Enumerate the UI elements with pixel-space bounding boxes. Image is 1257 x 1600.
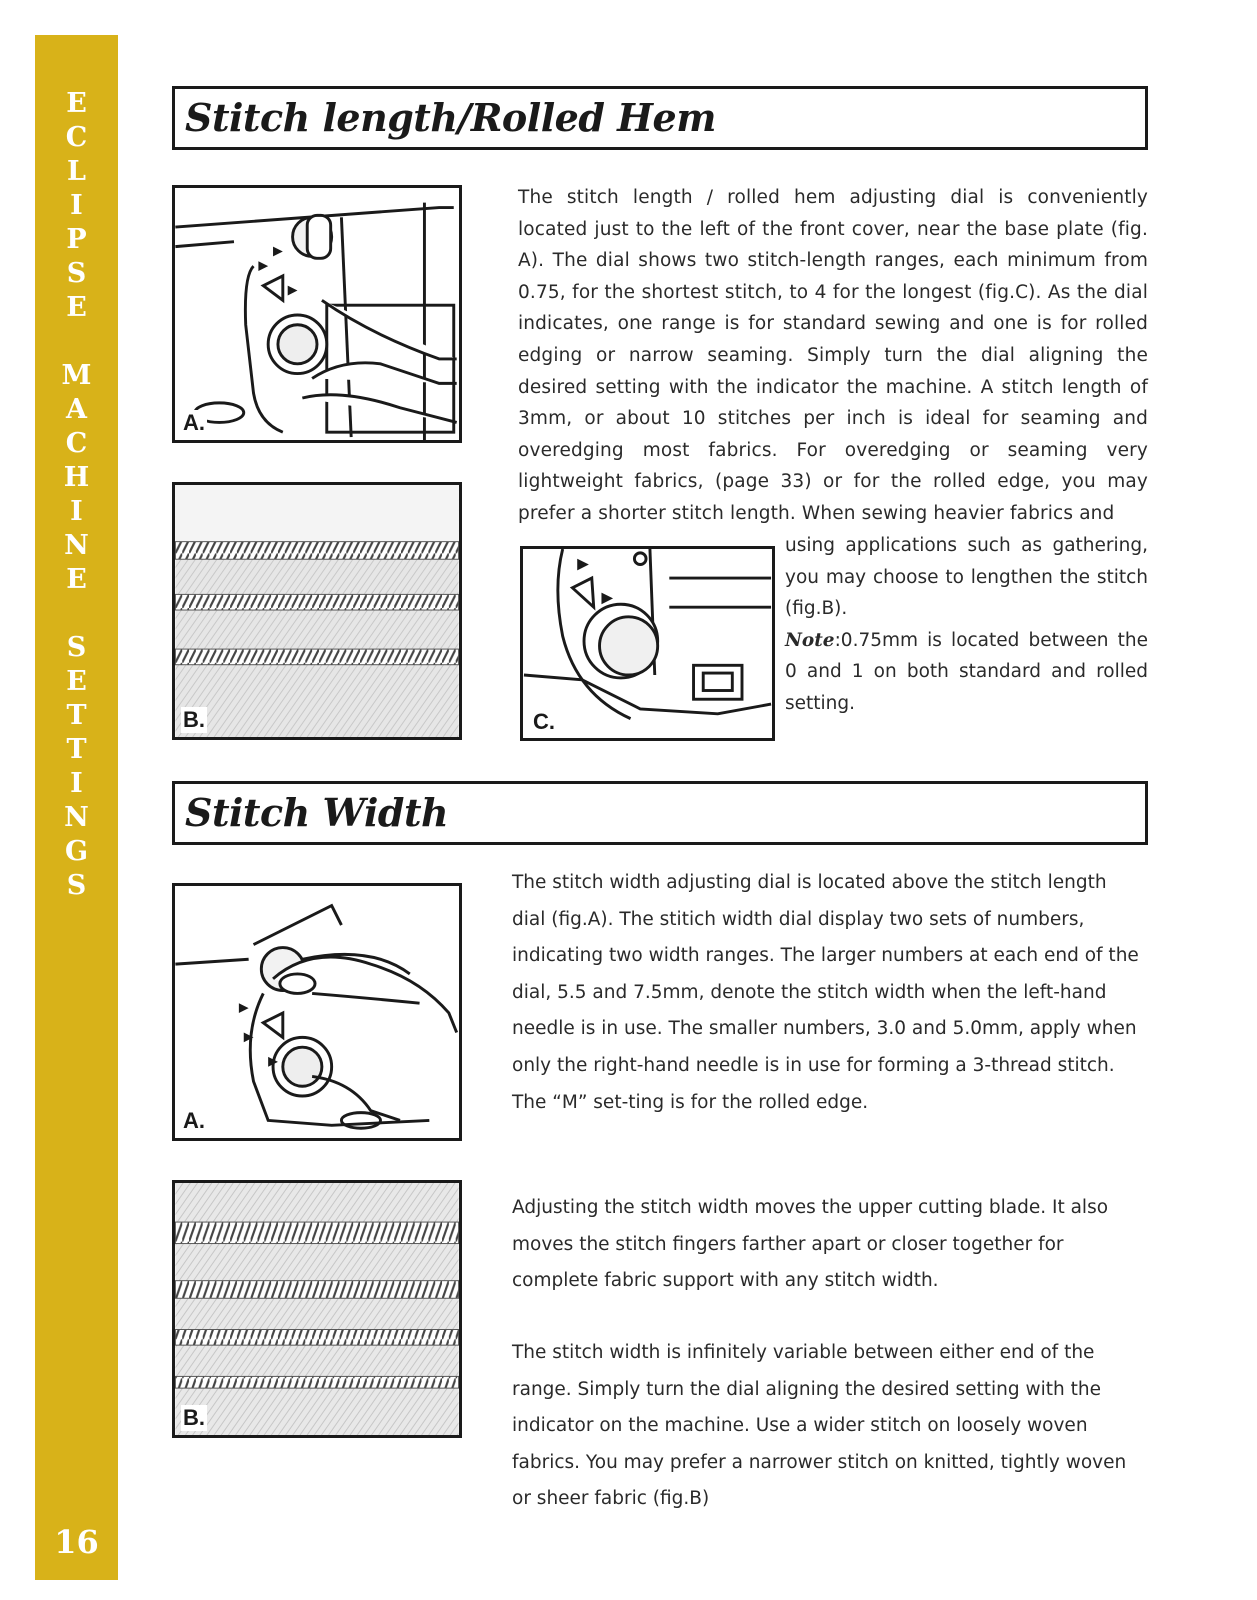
sidebar-letter: T (66, 734, 87, 765)
figure-label: A. (183, 410, 205, 435)
sidebar-letter: S (66, 870, 87, 901)
sidebar-title (35, 87, 118, 903)
sidebar-letter: L (67, 156, 86, 187)
section-header-stitch-length (172, 86, 1148, 150)
section-title-stitch-length: Stitch length/Rolled Hem (185, 95, 716, 140)
figure-length-fabric-b (172, 482, 462, 740)
sidebar-letter: M (61, 360, 92, 391)
sidebar-letter: A (66, 394, 87, 425)
sidebar-letter: T (66, 700, 87, 731)
sidebar-letter: S (66, 258, 87, 289)
sidebar-letter: S (66, 632, 87, 663)
sidebar-letter-gap (35, 597, 118, 631)
sidebar-letter: N (64, 530, 89, 561)
figure-label: B. (183, 1405, 205, 1430)
sidebar-letter: N (64, 802, 89, 833)
sidebar-letter: C (65, 122, 88, 153)
paragraph-continued-text: using applications such as gathering, you may choose to lengthen the stitch (fig.B). (785, 535, 1148, 620)
figure-width-fabric-b (172, 1180, 462, 1438)
sidebar-band (35, 35, 118, 1580)
sidebar-letter: C (65, 428, 88, 459)
sidebar-letter: I (70, 768, 83, 799)
machine-width-dial-illustration (175, 886, 459, 1138)
figure-width-dial-a (172, 883, 462, 1141)
sidebar-letter: E (66, 88, 87, 119)
sidebar-letter: E (66, 564, 87, 595)
sidebar-letter: I (70, 190, 83, 221)
sidebar-letter: H (63, 462, 90, 493)
section-header-stitch-width (172, 781, 1148, 845)
dial-closeup-illustration (523, 549, 772, 738)
note-label: Note (785, 629, 835, 651)
sidebar-letter: G (64, 836, 89, 867)
figure-label: A. (183, 1108, 205, 1133)
machine-dial-illustration (175, 188, 459, 440)
paragraph-stitch-width-1: The stitch width adjusting dial is located above the stitch length dial (fig.A). The stitich width dial display two sets of numbers, indicating two width ranges. The larger numbers at each end of the dial, 5.5 and 7.5mm, denote the stitch width when the left-hand needle is in use. The smaller numbers, 3.0 and 5.0mm, apply when only the right-hand needle is in use for forming a 3-thread stitch. The “M” set-ting is for the rolled edge. (512, 872, 1139, 1113)
note-text: :0.75mm is located between the 0 and 1 on both standard and rolled setting. (785, 629, 1148, 714)
fabric-stitch-illustration (175, 485, 459, 737)
figure-label: C. (533, 709, 555, 734)
paragraph-stitch-length-continued (785, 530, 1148, 720)
paragraph-stitch-length-main: The stitch length / rolled hem adjusting dial is conveniently located just to the left of the front cover, near the base plate (fig. A). The dial shows two stitch-length ranges, each minimum from 0.75, for the shortest stitch, to 4 for the longest (fig.C). As the dial indicates, one range is for standard sewing and one is for rolled edging or narrow seaming. Simply turn the dial aligning the desired setting with the indicator the machine. A stitch length of 3mm, or about 10 stitches per inch is ideal for seaming and overedging most fabrics. For overedging or seaming very lightweight fabrics, (page 33) or for the rolled edge, you may prefer a shorter stitch length. When sewing heavier fabrics and (518, 187, 1148, 524)
sidebar-letter: I (70, 496, 83, 527)
page-number: 16 (54, 1523, 99, 1561)
sidebar-letter: P (66, 224, 87, 255)
paragraph-stitch-width-2: Adjusting the stitch width moves the upper cutting blade. It also moves the stitch fingers farther apart or closer together for complete fabric support with any stitch width. (512, 1197, 1109, 1292)
sidebar-letter-gap (35, 325, 118, 359)
figure-length-dial-c (520, 546, 775, 741)
sidebar-letter: E (66, 666, 87, 697)
figure-length-dial-a (172, 185, 462, 443)
figure-label: B. (183, 707, 205, 732)
paragraph-stitch-width-3: The stitch width is infinitely variable between either end of the range. Simply turn the dial aligning the desired setting with the indicator on the machine. Use a wider stitch on loosely woven fabrics. You may prefer a narrower stitch on knitted, tightly woven or sheer fabric (fig.B) (512, 1342, 1127, 1510)
sidebar-letter: E (66, 292, 87, 323)
fabric-width-stitch-illustration (175, 1183, 459, 1435)
section-title-stitch-width: Stitch Width (185, 790, 449, 835)
